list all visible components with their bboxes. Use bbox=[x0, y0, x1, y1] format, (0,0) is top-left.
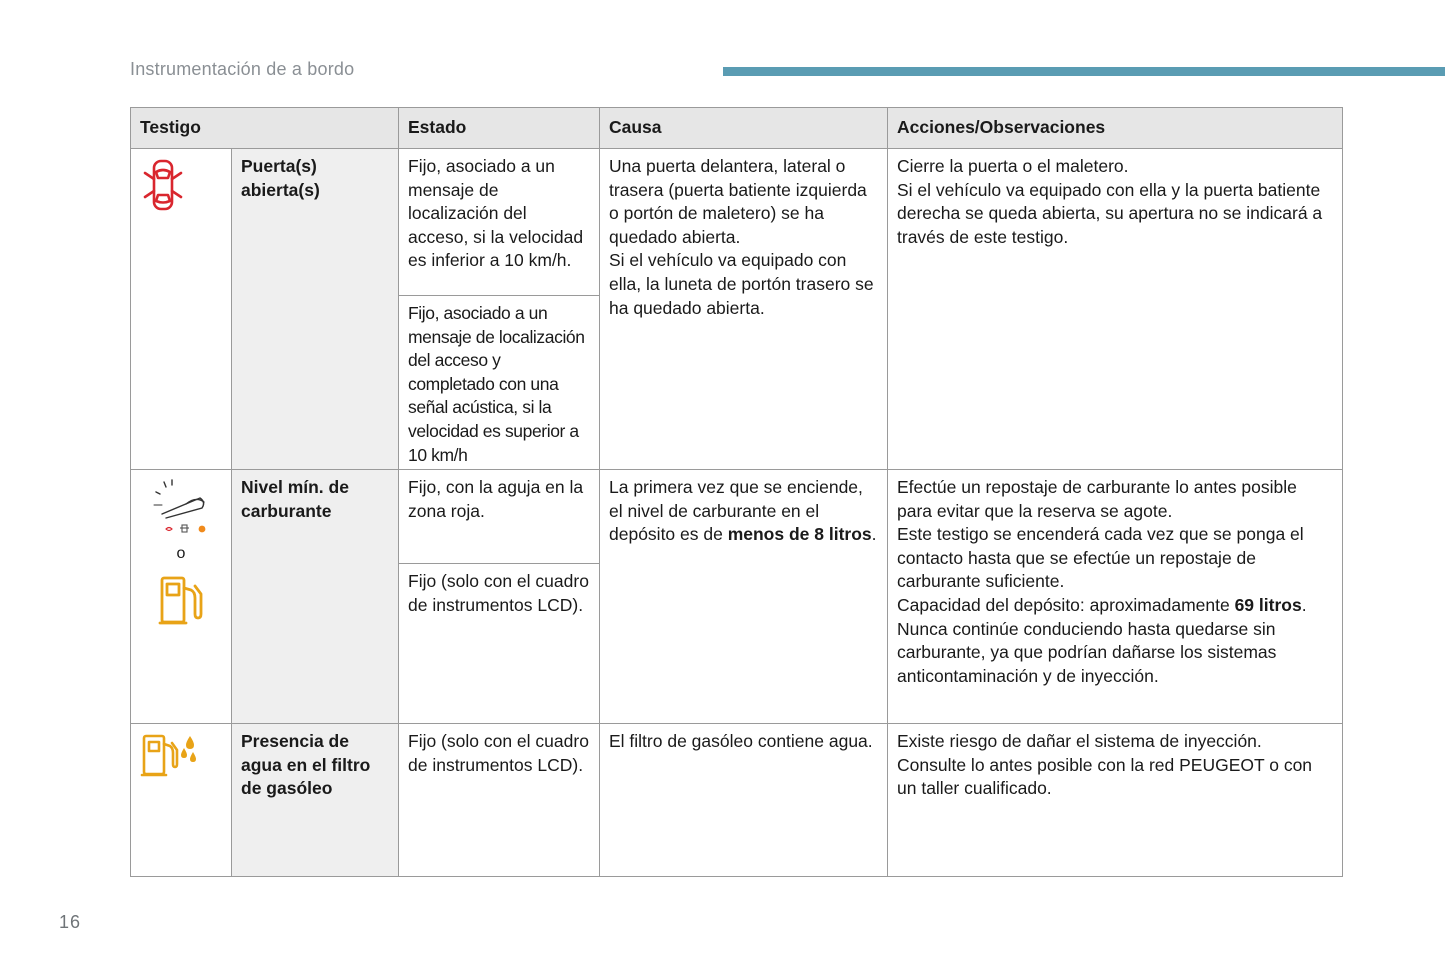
acciones-cell bbox=[888, 724, 1343, 877]
fuel-pump-icon bbox=[157, 574, 205, 628]
section-title: Instrumentación de a bordo bbox=[130, 59, 355, 79]
causa-line: Si el vehículo va equipado con ella, la luneta de portón trasero se ha quedado abierta. bbox=[609, 250, 874, 318]
estado-cell: Fijo (solo con el cuadro de instrumentos LCD). bbox=[399, 564, 600, 724]
accion-line bbox=[897, 594, 1333, 618]
estado-cell: Fijo (solo con el cuadro de instrumentos LCD). bbox=[399, 724, 600, 877]
header-acciones: Acciones/Observaciones bbox=[888, 108, 1343, 149]
icon-cell bbox=[131, 149, 232, 470]
causa-cell bbox=[600, 470, 888, 724]
causa-text-end: . bbox=[871, 524, 877, 545]
table-row bbox=[131, 470, 1343, 564]
accion-line: Si el vehículo va equipado con ella y la puerta batiente derecha se queda abierta, su apertura no se indicará a través de este testigo. bbox=[897, 179, 1323, 247]
warning-name: Puerta(s) abierta(s) bbox=[232, 149, 399, 470]
header-causa: Causa bbox=[600, 108, 888, 149]
estado-cell: Fijo, asociado a un mensaje de localización del acceso y completado con una señal acústica, si la velocidad es superior a 10 km/h bbox=[399, 296, 600, 470]
accion-line: Cierre la puerta o el maletero. bbox=[897, 156, 1129, 176]
warning-lights-table bbox=[130, 107, 1343, 877]
header-accent-bar bbox=[723, 67, 1445, 76]
page-number: 16 bbox=[59, 912, 82, 932]
estado-cell: Fijo, asociado a un mensaje de localización del acceso, si la velocidad es inferior a 10 km/h. bbox=[399, 149, 600, 296]
icon-cell bbox=[131, 724, 232, 877]
accion-line: Nunca continúe conduciendo hasta quedarse sin carburante, ya que podrían dañarse los sistemas anticontaminación y de inyección. bbox=[897, 618, 1277, 686]
water-in-diesel-icon bbox=[140, 730, 200, 780]
causa-text: La primera vez que se enciende, el nivel de carburante en el depósito es de bbox=[609, 477, 863, 545]
table-row bbox=[131, 149, 1343, 296]
capacidad-text-end: . bbox=[1301, 594, 1307, 615]
capacidad-highlight: 69 litros bbox=[1234, 594, 1302, 615]
causa-cell bbox=[600, 149, 888, 470]
warning-name: Presencia de agua en el filtro de gasóleo bbox=[232, 724, 399, 877]
accion-line: Consulte lo antes posible con la red PEUGEOT o con un taller cualificado. bbox=[897, 754, 1313, 799]
causa-line: Una puerta delantera, lateral o trasera (puerta batiente izquierda o portón de maletero) se ha quedado abierta. bbox=[609, 156, 867, 247]
capacidad-text: Capacidad del depósito: aproximadamente bbox=[897, 594, 1235, 615]
causa-cell: El filtro de gasóleo contiene agua. bbox=[600, 724, 888, 877]
header-estado: Estado bbox=[399, 108, 600, 149]
fuel-gauge-icon bbox=[150, 476, 212, 538]
table-header-row bbox=[131, 108, 1343, 149]
acciones-cell bbox=[888, 470, 1343, 724]
header-testigo: Testigo bbox=[131, 108, 399, 149]
warning-name: Nivel mín. de carburante bbox=[232, 470, 399, 724]
causa-highlight: menos de 8 litros bbox=[727, 524, 872, 545]
accion-line: Existe riesgo de dañar el sistema de inyección. bbox=[897, 731, 1262, 751]
open-door-car-icon bbox=[140, 155, 186, 215]
icon-cell bbox=[131, 470, 232, 724]
or-text: o bbox=[176, 545, 186, 562]
acciones-cell bbox=[888, 149, 1343, 470]
accion-line: Efectúe un repostaje de carburante lo antes posible para evitar que la reserva se agote. bbox=[897, 477, 1297, 521]
accion-line: Este testigo se encenderá cada vez que se ponga el contacto hasta que se efectúe un repostaje de carburante suficiente. bbox=[897, 524, 1304, 592]
estado-cell: Fijo, con la aguja en la zona roja. bbox=[399, 470, 600, 564]
table-row bbox=[131, 724, 1343, 877]
